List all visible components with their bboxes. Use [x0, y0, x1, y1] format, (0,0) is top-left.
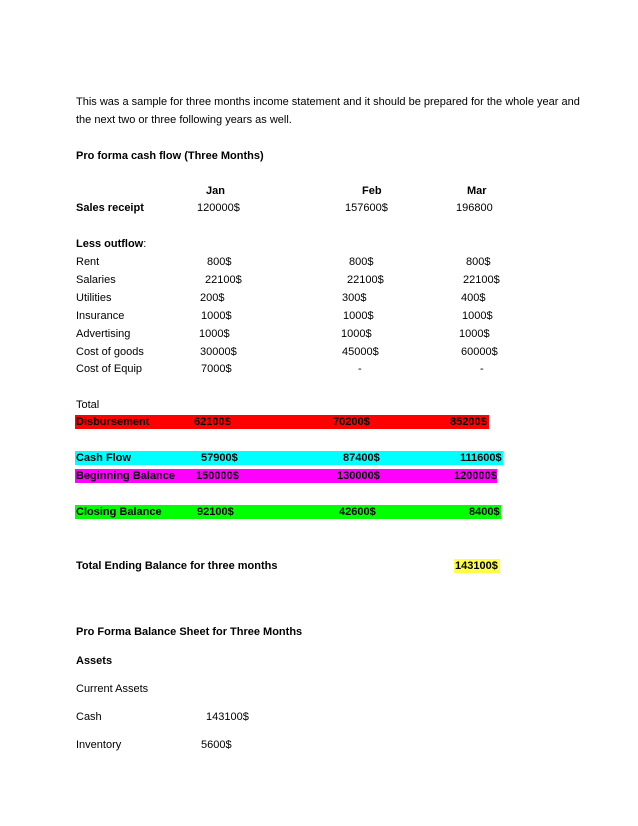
cash-flow-label: Cash Flow [76, 452, 132, 464]
cashflow-title: Pro forma cash flow (Three Months) [76, 150, 264, 162]
total-label: Total [76, 399, 100, 411]
month-header-jan: Jan [206, 185, 225, 197]
beginning-balance-feb: 130000$ [337, 470, 380, 482]
advertising-mar: 1000$ [459, 328, 490, 340]
closing-balance-label: Closing Balance [76, 506, 162, 518]
utilities-feb: 300$ [342, 292, 367, 304]
insurance-label: Insurance [76, 310, 125, 322]
sales-receipt-jan: 120000$ [197, 202, 240, 214]
cost-of-goods-label: Cost of goods [76, 346, 144, 358]
sales-receipt-mar: 196800 [456, 202, 493, 214]
balance-sheet-title: Pro Forma Balance Sheet for Three Months [76, 626, 303, 638]
current-assets-heading: Current Assets [76, 683, 149, 695]
rent-feb: 800$ [349, 256, 374, 268]
less-outflow-heading [76, 237, 146, 251]
assets-heading: Assets [76, 655, 113, 667]
intro-line-1: This was a sample for three months income statement and it should be prepared for the whole year and [76, 96, 580, 108]
rent-mar: 800$ [466, 256, 491, 268]
less-outflow-colon: : [143, 238, 147, 250]
salaries-label: Salaries [76, 274, 116, 286]
advertising-label: Advertising [76, 328, 131, 340]
utilities-jan: 200$ [200, 292, 225, 304]
advertising-jan: 1000$ [199, 328, 230, 340]
cost-of-equip-jan: 7000$ [201, 363, 232, 375]
insurance-jan: 1000$ [201, 310, 232, 322]
salaries-feb: 22100$ [347, 274, 384, 286]
sales-receipt-feb: 157600$ [345, 202, 388, 214]
intro-line-2: the next two or three following years as well. [76, 114, 292, 126]
cash-label: Cash [76, 711, 102, 723]
salaries-mar: 22100$ [463, 274, 500, 286]
total-ending-label: Total Ending Balance for three months [76, 560, 278, 572]
insurance-mar: 1000$ [462, 310, 493, 322]
total-ending-value: 143100$ [455, 560, 498, 572]
month-header-feb: Feb [362, 185, 382, 197]
rent-label: Rent [76, 256, 100, 268]
closing-balance-jan: 92100$ [197, 506, 234, 518]
cost-of-equip-feb: - [358, 363, 362, 375]
cost-of-equip-mar: - [480, 363, 484, 375]
utilities-label: Utilities [76, 292, 112, 304]
inventory-label: Inventory [76, 739, 122, 751]
cost-of-goods-jan: 30000$ [200, 346, 237, 358]
beginning-balance-jan: 150000$ [196, 470, 239, 482]
beginning-balance-label: Beginning Balance [76, 470, 176, 482]
insurance-feb: 1000$ [343, 310, 374, 322]
beginning-balance-mar: 120000$ [454, 470, 497, 482]
closing-balance-mar: 8400$ [469, 506, 500, 518]
month-header-mar: Mar [467, 185, 487, 197]
cost-of-goods-feb: 45000$ [342, 346, 379, 358]
cost-of-equip-label: Cost of Equip [76, 363, 143, 375]
rent-jan: 800$ [207, 256, 232, 268]
salaries-jan: 22100$ [205, 274, 242, 286]
cash-flow-jan: 57900$ [201, 452, 238, 464]
closing-balance-feb: 42600$ [339, 506, 376, 518]
inventory-value: 5600$ [201, 739, 232, 751]
disbursement-jan: 62100$ [194, 416, 231, 428]
cash-flow-feb: 87400$ [343, 452, 380, 464]
advertising-feb: 1000$ [341, 328, 372, 340]
disbursement-feb: 70200$ [333, 416, 370, 428]
disbursement-label: Disbursement [76, 416, 150, 428]
cost-of-goods-mar: 60000$ [461, 346, 498, 358]
less-outflow-label: Less outflow [76, 238, 144, 250]
disbursement-mar: 85200$ [450, 416, 487, 428]
utilities-mar: 400$ [461, 292, 486, 304]
cash-flow-mar: 111600$ [460, 452, 502, 464]
cash-flow-highlight [75, 451, 503, 465]
sales-receipt-label: Sales receipt [76, 202, 144, 214]
cash-value: 143100$ [206, 711, 249, 723]
